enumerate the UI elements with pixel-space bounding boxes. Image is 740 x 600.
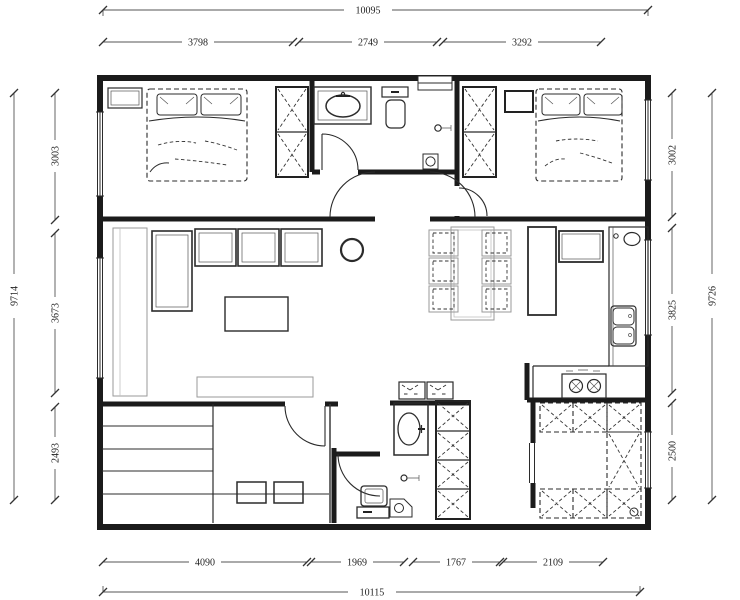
bathroom1-door-arc: [322, 134, 358, 170]
dim-left-seg-1: 3003: [50, 146, 62, 166]
faucet-fixture: [614, 233, 640, 246]
shower-head: [401, 475, 419, 481]
dim-bottom-seg-4: 2109: [543, 557, 563, 569]
hall-door-right-arc: [430, 172, 475, 217]
doors: [285, 134, 487, 496]
dimension-right: [666, 89, 719, 504]
kitchen: [533, 227, 648, 398]
dim-right-overall: 9726: [707, 286, 719, 306]
dining-area: [429, 227, 603, 320]
dim-bottom-seg-1: 4090: [195, 557, 215, 569]
kitchen-sink: [611, 306, 636, 346]
outer-wall: [100, 78, 648, 527]
dim-right-seg-1: 3002: [667, 145, 679, 165]
utility-room: [102, 404, 329, 523]
dimension-bottom: [99, 556, 644, 599]
wardrobe: [276, 87, 308, 177]
dim-top-seg-2: 2749: [358, 37, 378, 49]
tatami-room: [540, 403, 641, 518]
dim-top-overall: 10095: [355, 5, 381, 17]
dimension-top: [99, 4, 652, 49]
window-top-bathroom: [418, 76, 452, 90]
dim-right-seg-3: 2500: [667, 441, 679, 461]
window-right-bedroom: [642, 100, 653, 180]
window-left-living: [95, 258, 106, 378]
dim-bottom-seg-2: 1969: [347, 557, 367, 569]
wardrobe: [463, 87, 496, 177]
double-bed: [536, 89, 622, 181]
wall-cabinets: [399, 382, 453, 399]
dim-left-overall: 9714: [9, 286, 21, 306]
pillow: [157, 94, 197, 115]
sink: [314, 87, 371, 124]
dim-bottom-overall: 10115: [359, 587, 385, 599]
fridge: [559, 231, 603, 262]
dim-bottom-seg-3: 1767: [446, 557, 466, 569]
bedroom-1: [108, 87, 308, 181]
dim-right-seg-2: 3825: [667, 300, 679, 320]
dimension-left: [8, 89, 62, 504]
bathroom2-door-arc: [338, 454, 380, 496]
pillow: [584, 94, 622, 115]
window-right-tatami: [642, 432, 653, 488]
floor-drain: [390, 499, 412, 517]
dim-left-seg-2: 3673: [50, 303, 62, 323]
pillow: [201, 94, 241, 115]
window-left-bedroom: [95, 112, 106, 196]
utility-door-arc: [285, 406, 325, 446]
toilet: [357, 486, 389, 518]
dining-chairs: [429, 230, 511, 312]
kitchen-counter: [533, 227, 648, 398]
nightstand: [505, 91, 533, 112]
shower-head: [435, 125, 451, 131]
sink: [394, 403, 428, 455]
dim-top-seg-3: 3292: [512, 37, 532, 49]
window-tatami-left: [530, 443, 535, 483]
pillow: [542, 94, 580, 115]
bedroom-2: [463, 87, 622, 181]
walls: [100, 78, 648, 527]
hall-door-left-arc: [330, 172, 375, 217]
tv-stand: [197, 377, 313, 397]
stairs: [102, 426, 329, 494]
tatami-seating: [540, 403, 641, 518]
stool: [237, 482, 266, 503]
decor-circle: [341, 239, 363, 261]
floor-drain: [423, 154, 438, 169]
dim-left-seg-3: 2493: [50, 443, 62, 463]
bathroom-1: [314, 87, 451, 169]
coffee-table: [225, 297, 288, 331]
tall-cabinet: [528, 227, 556, 315]
living-room: [113, 228, 363, 397]
tall-wardrobe: [436, 401, 470, 519]
dining-table: [451, 227, 494, 320]
side-shelf: [113, 228, 147, 396]
dim-top-seg-1: 3798: [188, 37, 208, 49]
toilet: [382, 87, 408, 128]
sofa: [152, 229, 322, 311]
gas-stove: [562, 370, 606, 398]
inner-walls: [100, 78, 648, 523]
stool: [274, 482, 303, 503]
